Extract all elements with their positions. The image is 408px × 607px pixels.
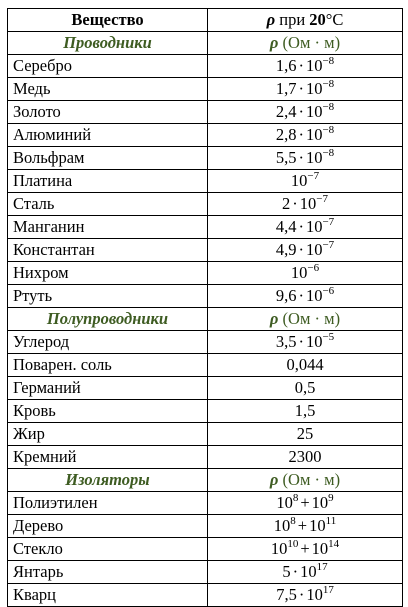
power-exponent: −8 (322, 101, 335, 113)
resistivity-table (7, 8, 403, 607)
power-base: 10 (305, 240, 323, 259)
material-name: Жир (8, 423, 208, 446)
material-name: Медь (8, 78, 208, 101)
multiply-dot: · (298, 585, 305, 604)
material-name: Поварен. соль (8, 354, 208, 377)
mantissa: 4,4 (275, 217, 297, 236)
material-name: Кварц (8, 584, 208, 607)
multiply-dot: · (298, 286, 304, 305)
power-base: 10 (305, 332, 323, 351)
power-exponent: 9 (328, 492, 334, 504)
resistivity-value (208, 124, 403, 147)
material-name: Серебро (8, 55, 208, 78)
power-base: 10 (311, 539, 329, 558)
material-name: Ртуть (8, 285, 208, 308)
power-exponent: 11 (325, 515, 337, 527)
material-row (8, 400, 403, 423)
material-row (8, 561, 403, 584)
power-base: 10 (299, 194, 317, 213)
unit-label: (Ом · м) (282, 309, 341, 328)
power-base: 10 (305, 102, 323, 121)
resistivity-value (208, 78, 403, 101)
resistivity-value (208, 331, 403, 354)
mantissa: 3,5 (275, 332, 297, 351)
material-name: Золото (8, 101, 208, 124)
material-row (8, 239, 403, 262)
resistivity-value: 1,5 (208, 400, 403, 423)
material-row (8, 285, 403, 308)
power-exponent: −7 (322, 216, 335, 228)
resistivity-value: 25 (208, 423, 403, 446)
mantissa: 2,4 (275, 102, 297, 121)
mantissa: 2,8 (275, 125, 297, 144)
power-exponent: 8 (290, 515, 296, 527)
power-base: 10 (270, 539, 288, 558)
power-exponent: −7 (316, 193, 328, 205)
power-exponent: −8 (322, 147, 335, 159)
power-exponent: −8 (322, 78, 335, 90)
material-row (8, 147, 403, 170)
section-header-row (8, 469, 403, 492)
unit-label: (Ом · м) (282, 33, 341, 52)
material-row (8, 354, 403, 377)
power-exponent: 17 (322, 584, 334, 596)
section-unit-header (208, 469, 403, 492)
power-base: 10 (311, 493, 329, 512)
rho-symbol: ρ (269, 33, 279, 52)
mantissa: 4,9 (275, 240, 297, 259)
rho-symbol: ρ (266, 10, 276, 29)
material-row (8, 492, 403, 515)
section-title: Полупроводники (8, 308, 208, 331)
rho-symbol: ρ (269, 309, 279, 328)
resistivity-value (208, 561, 403, 584)
material-name: Кремний (8, 446, 208, 469)
resistivity-value (208, 584, 403, 607)
multiply-dot: · (298, 125, 304, 144)
resistivity-value (208, 193, 403, 216)
rho-symbol: ρ (269, 470, 279, 489)
mantissa: 1,6 (275, 56, 297, 75)
power-exponent: −6 (307, 262, 320, 274)
range-operator: + (300, 539, 310, 558)
multiply-dot: · (298, 56, 304, 75)
range-operator: + (300, 493, 310, 512)
mantissa: 5 (282, 562, 291, 581)
resistivity-value (208, 101, 403, 124)
resistivity-value: 0,044 (208, 354, 403, 377)
power-base: 10 (305, 286, 323, 305)
material-row (8, 262, 403, 285)
range-operator: + (297, 516, 308, 535)
section-unit-header (208, 32, 403, 55)
header-text: при (275, 10, 310, 29)
material-row (8, 584, 403, 607)
power-exponent: 10 (287, 538, 299, 550)
material-row (8, 124, 403, 147)
multiply-dot: · (298, 102, 304, 121)
section-header-row (8, 308, 403, 331)
material-name: Вольфрам (8, 147, 208, 170)
material-name: Константан (8, 239, 208, 262)
section-unit-header (208, 308, 403, 331)
multiply-dot: · (298, 148, 304, 167)
multiply-dot: · (298, 240, 304, 259)
material-name: Сталь (8, 193, 208, 216)
resistivity-value: 2300 (208, 446, 403, 469)
power-base: 10 (305, 217, 323, 236)
header-resistivity (208, 9, 403, 32)
multiply-dot: · (292, 562, 299, 581)
material-name: Германий (8, 377, 208, 400)
material-name: Дерево (8, 515, 208, 538)
material-row (8, 377, 403, 400)
power-base: 10 (305, 148, 323, 167)
resistivity-value (208, 216, 403, 239)
power-exponent: 14 (328, 538, 340, 550)
section-title: Изоляторы (8, 469, 208, 492)
power-exponent: 8 (292, 492, 299, 504)
multiply-dot: · (292, 194, 298, 213)
material-name: Манганин (8, 216, 208, 239)
material-name: Платина (8, 170, 208, 193)
header-temperature: 20 (309, 10, 326, 29)
power-exponent: 17 (316, 561, 328, 573)
power-exponent: −5 (322, 331, 335, 343)
mantissa: 5,5 (275, 148, 297, 167)
material-row (8, 423, 403, 446)
power-exponent: −8 (322, 124, 335, 136)
power-base: 10 (305, 79, 323, 98)
resistivity-value (208, 239, 403, 262)
material-name: Стекло (8, 538, 208, 561)
section-title: Проводники (8, 32, 208, 55)
material-name: Нихром (8, 262, 208, 285)
section-header-row (8, 32, 403, 55)
resistivity-value (208, 147, 403, 170)
header-temp-unit: °С (325, 10, 344, 29)
power-base: 10 (290, 263, 308, 282)
power-base: 10 (306, 585, 323, 604)
power-base: 10 (305, 125, 323, 144)
power-base: 10 (305, 56, 323, 75)
material-name: Углерод (8, 331, 208, 354)
resistivity-value (208, 262, 403, 285)
mantissa: 7,5 (276, 585, 297, 604)
resistivity-value (208, 285, 403, 308)
material-name: Кровь (8, 400, 208, 423)
mantissa: 1,7 (275, 79, 297, 98)
material-name: Янтарь (8, 561, 208, 584)
material-row (8, 446, 403, 469)
unit-label: (Ом · м) (282, 470, 341, 489)
material-name: Полиэтилен (8, 492, 208, 515)
material-name: Алюминий (8, 124, 208, 147)
mantissa: 2 (282, 194, 291, 213)
resistivity-value (208, 170, 403, 193)
multiply-dot: · (298, 332, 304, 351)
header-substance: Вещество (8, 9, 208, 32)
multiply-dot: · (298, 79, 304, 98)
power-exponent: −8 (322, 55, 335, 67)
power-exponent: −7 (322, 239, 335, 251)
material-row (8, 55, 403, 78)
power-base: 10 (309, 516, 326, 535)
power-base: 10 (290, 171, 308, 190)
material-row (8, 101, 403, 124)
material-row (8, 515, 403, 538)
material-row (8, 78, 403, 101)
power-exponent: −7 (307, 170, 320, 182)
mantissa: 9,6 (275, 286, 297, 305)
resistivity-value (208, 492, 403, 515)
material-row (8, 216, 403, 239)
resistivity-value (208, 55, 403, 78)
resistivity-value: 0,5 (208, 377, 403, 400)
resistivity-value (208, 515, 403, 538)
multiply-dot: · (298, 217, 304, 236)
resistivity-value (208, 538, 403, 561)
power-exponent: −6 (322, 285, 335, 297)
material-row (8, 193, 403, 216)
table-body (8, 9, 403, 607)
material-row (8, 331, 403, 354)
power-base: 10 (300, 562, 317, 581)
power-base: 10 (276, 493, 293, 512)
power-base: 10 (273, 516, 291, 535)
header-row (8, 9, 403, 32)
material-row (8, 538, 403, 561)
material-row (8, 170, 403, 193)
